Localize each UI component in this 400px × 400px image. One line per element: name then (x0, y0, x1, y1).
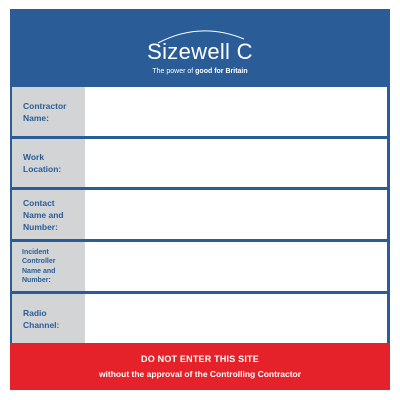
field-label-cell (12, 87, 85, 136)
field-input-radio-channel[interactable] (85, 294, 387, 343)
warning-title: DO NOT ENTER THIS SITE (141, 354, 259, 364)
field-label-radio-channel: Radio Channel: (23, 307, 60, 330)
field-input-work-location[interactable] (85, 139, 387, 187)
warning-subtitle: without the approval of the Controlling Contractor (98, 369, 302, 379)
field-row-contact (12, 190, 387, 239)
field-label-work-location: Work Location: (23, 152, 62, 174)
field-input-incident-controller[interactable] (85, 242, 387, 291)
brand-tagline (10, 68, 390, 75)
field-row-radio-channel (12, 294, 387, 343)
tagline-prefix: The power of (152, 68, 196, 75)
field-row-work-location (12, 139, 387, 187)
field-input-contact[interactable] (85, 190, 387, 239)
field-label-cell (12, 139, 85, 187)
field-label-contact: Contact Name and Number: (23, 197, 64, 232)
sign-header (10, 9, 390, 87)
field-row-incident-controller (12, 242, 387, 291)
warning-banner (10, 343, 390, 390)
field-label-contractor-name: Contractor Name: (23, 100, 67, 123)
brand-name: Sizewell C (147, 39, 253, 64)
field-row-contractor-name (12, 87, 387, 136)
site-sign (10, 9, 390, 390)
tagline-emphasis: good for Britain (195, 68, 248, 75)
field-input-contractor-name[interactable] (85, 87, 387, 136)
field-label-cell (12, 190, 85, 239)
field-label-incident-controller: Incident Controller Name and Number: (22, 248, 56, 284)
field-label-cell (12, 294, 85, 343)
field-label-cell (12, 242, 85, 291)
